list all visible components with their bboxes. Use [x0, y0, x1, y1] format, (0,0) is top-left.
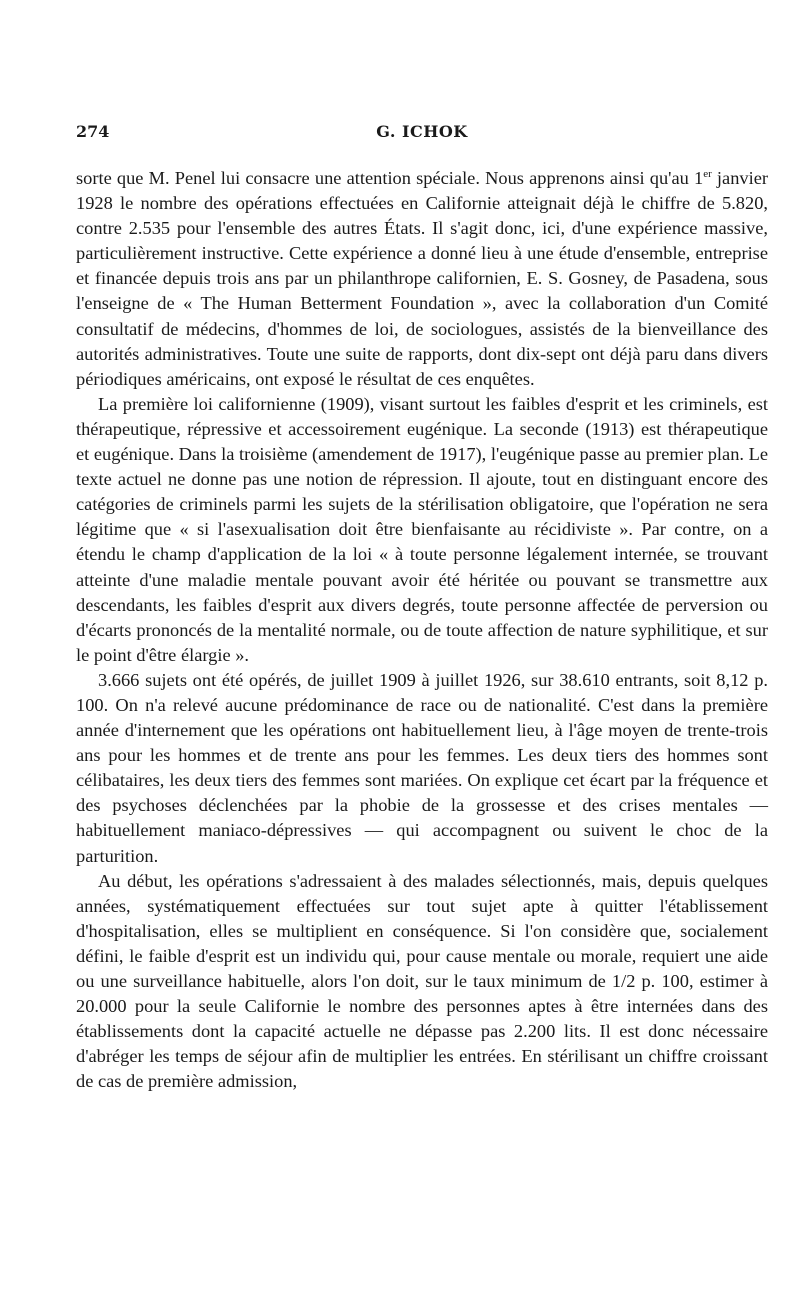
page-number: 274 [76, 122, 110, 141]
page-header [76, 122, 768, 146]
paragraph-1-part-a: sorte que M. Penel lui consacre une attention spéciale. Nous apprenons ainsi qu'au 1 [76, 168, 704, 188]
paragraph-1-part-b: janvier 1928 le nombre des opérations effectuées en Californie atteignait déjà le chiffre de 5.820, contre 2.535 pour l'ensemble des autres États. Il s'agit donc, ici, d'une expérience massive, particulièrement instructive. Cette expérience a donné lieu à une étude d'ensemble, entreprise et financée depuis trois ans par un philanthrope californien, E. S. Gosney, de Pasadena, sous l'enseigne de « The Human Betterment Foundation », avec la collaboration d'un Comité consultatif de médecins, d'hommes de loi, de sociologues, assistés de la bienveillance des autorités administratives. Toute une suite de rapports, dont dix-sept ont déjà paru dans divers périodiques américains, ont exposé le résultat de ces enquêtes. [76, 168, 768, 389]
ordinal-superscript: er [703, 167, 712, 180]
paragraph-3: 3.666 sujets ont été opérés, de juillet 1909 à juillet 1926, sur 38.610 entrants, soit 8,12 p. 100. On n'a relevé aucune prédominance de race ou de nationalité. C'est dans la première année d'internement que les opérations ont habituellement lieu, à l'âge moyen de trente-trois ans pour les hommes et de trente ans pour les femmes. Les deux tiers des hommes sont célibataires, les deux tiers des femmes sont mariées. On explique cet écart par la fréquence et des psychoses déclenchées par la phobie de la grossesse et des crises mentales — habituellement maniaco-dépressives — qui accompagnent ou suivent le choc de la parturition. [76, 669, 768, 866]
paragraph-2: La première loi californienne (1909), visant surtout les faibles d'esprit et les criminels, est thérapeutique, répressive et accessoirement eugénique. La seconde (1913) est thérapeutique et eugénique. Dans la troisième (amendement de 1917), l'eugénique passe au premier plan. Le texte actuel ne donne pas une notion de répression. Il ajoute, tout en distinguant encore des catégories de criminels parmi les sujets de la stérilisation obligatoire, que l'opération ne sera légitime que « si l'asexualisation doit être bienfaisante au récidiviste ». Par contre, on a étendu le champ d'application de la loi « à toute personne légalement internée, se trouvant atteinte d'une maladie mentale pouvant avoir été héritée ou pouvant se transmettre aux descendants, les faibles d'esprit aux divers degrés, toute personne affectée de perversion ou d'écarts prononcés de la mentalité normale, ou de toute affection de nature syphilitique, et sur le point d'être élargie ». [76, 393, 768, 665]
paragraph-4: Au début, les opérations s'adressaient à des malades sélectionnés, mais, depuis quelques années, systématiquement effectuées sur tout sujet apte à quitter l'établissement d'hospitalisation, elles se multiplient en conséquence. Si l'on considère que, socialement défini, le faible d'esprit est un individu qui, pour cause mentale ou morale, requiert une aide ou une surveillance habituelle, alors l'on doit, sur le taux minimum de 1/2 p. 100, estimer à 20.000 pour la seule Californie le nombre des personnes aptes à être internées dans des établissements dont la capacité actuelle ne dépasse pas 2.200 lits. Il est donc nécessaire d'abréger les temps de séjour afin de multiplier les entrées. En stérilisant un chiffre croissant de cas de première admission, [76, 870, 768, 1092]
paragraph-1 [76, 166, 768, 392]
body-text [76, 166, 768, 1094]
running-title: G. ICHOK [376, 122, 468, 141]
